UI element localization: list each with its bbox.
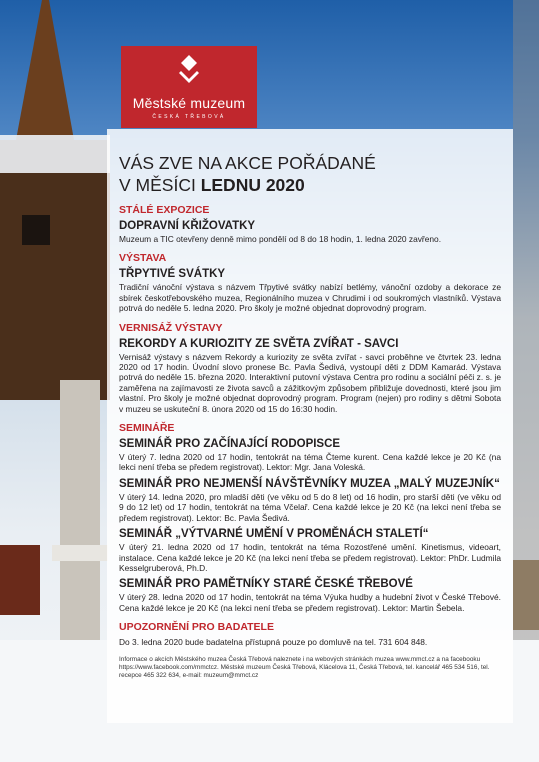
- church-spire: [16, 0, 74, 140]
- event-description: Tradiční vánoční výstava s názvem Třpytivé svátky nabízí betlémy, vánoční ozdoby a dekorace ze sbírek českotřebovského muzea, Regionálního muzea v Chrudimi i od soukromých vlastníků. Výstava potrvá do neděle 5. ledna 2020. Pro školy je možné objednat doprovodný program.: [119, 282, 501, 314]
- page-headline: [119, 152, 501, 196]
- event-description: Vernisáž výstavy s názvem Rekordy a kuriozity ze světa zvířat - savci proběhne ve čtvrtek 23. ledna 2020 od 17 hodin. Úvodní slovo pronese Bc. Pavla Šedivá, vystoupí děti z DDM Kamarád. Výstava potrvá do neděle 15. března 2020. Interaktivní putovní výstava Centra pro rodinu a sociální péči z. s. je zaměřena na zajímavosti ze života savců a zážitkovým způsobem přibližuje dovednosti, které jsou jim vlastní. Pro školy je možné objednat doprovodný program. Program (nejen) pro rodiny s dětmi Sobota v muzeu se uskuteční 8. února 2020 od 15 do 16:30 hodin.: [119, 351, 501, 414]
- section-heading: VÝSTAVA: [119, 252, 167, 265]
- museum-logo: [121, 46, 257, 128]
- event-title: SEMINÁŘ PRO NEJMENŠÍ NÁVŠTĚVNÍKY MUZEA „MALÝ MUZEJNÍK“: [119, 477, 500, 490]
- church-wall: [0, 140, 110, 400]
- event-title: SEMINÁŘ PRO PAMĚTNÍKY STARÉ ČESKÉ TŘEBOVÉ: [119, 578, 413, 591]
- event-title: TŘPYTIVÉ SVÁTKY: [119, 268, 226, 281]
- church-window: [22, 215, 50, 245]
- section-heading: SEMINÁŘE: [119, 422, 175, 435]
- event-title: SEMINÁŘ PRO ZAČÍNAJÍCÍ RODOPISCE: [119, 438, 341, 451]
- event-title: DOPRAVNÍ KŘIŽOVATKY: [119, 220, 256, 232]
- event-description: Do 3. ledna 2020 bude badatelna přístupná pouze po domluvě na tel. 731 604 848.: [119, 637, 428, 648]
- event-description: V úterý 28. ledna 2020 od 17 hodin, tentokrát na téma Výuka hudby a hudební život v České Třebové. Cena každé lekce je 20 Kč (na lekci není třeba se předem registrovat). Lektor: Martin Šebela.: [119, 592, 501, 613]
- headline-line-1: VÁS ZVE NA AKCE POŘÁDANÉ: [119, 153, 376, 173]
- footer-info: Informace o akcích Městského muzea Česká Třebová naleznete i na webových stránkách muzea www.mmct.cz a na facebooku https://www.facebook.com/mmctcz. Městské muzeum Česká Třebová, Klácelova 11, Česká Třebová, tel. kancelář 465 534 516, tel. recepce 465 322 634, e-mail: muzeum@mmct.cz: [119, 655, 490, 679]
- red-gate: [0, 545, 40, 615]
- section-heading: UPOZORNĚNÍ PRO BADATELE: [119, 621, 274, 634]
- museum-town: ČESKÁ TŘEBOVÁ: [152, 114, 226, 120]
- snow-roof: [0, 135, 110, 173]
- section-heading: VERNISÁŽ VÝSTAVY: [119, 321, 223, 334]
- event-title: REKORDY A KURIOZITY ZE SVĚTA ZVÍŘAT - SAVCI: [119, 337, 399, 350]
- event-description: V úterý 21. ledna 2020 od 17 hodin, tentokrát na téma Rozostřené umění. Kinetismus, videoart, instalace. Cena každé lekce je 20 Kč (na lekci není třeba se předem registrovat). Lektor: PhDr. Ludmila Kesselgruberová, Ph.D.: [119, 542, 501, 573]
- section-heading: STÁLÉ EXPOZICE: [119, 204, 210, 216]
- event-list: [119, 152, 501, 680]
- headline-line-2: V MĚSÍCI LEDNU 2020: [119, 175, 305, 195]
- event-description: Muzeum a TIC otevřeny denně mimo pondělí od 8 do 18 hodin, 1. ledna 2020 zavřeno.: [119, 234, 442, 244]
- statue-base: [52, 545, 108, 561]
- headline-month: LEDNU 2020: [200, 175, 305, 195]
- event-description: V úterý 14. ledna 2020, pro mladší děti (ve věku od 5 do 8 let) od 16 hodin, pro starší děti (ve věku od 9 do 12 let) od 17 hodin, tentokrát na téma Včelař. Cena každé lekce je 20 Kč (na lekci není třeba se předem registrovat). Lektor: Bc. Pavla Šedivá.: [119, 491, 501, 523]
- logo-diamond-icon: [177, 55, 201, 87]
- museum-name: Městské muzeum: [132, 95, 246, 111]
- sections: [119, 204, 501, 648]
- statue-column: [60, 380, 100, 640]
- event-title: SEMINÁŘ „VÝTVARNÉ UMĚNÍ V PROMĚNÁCH STALETÍ“: [119, 528, 429, 541]
- event-description: V úterý 7. ledna 2020 od 17 hodin, tentokrát na téma Čteme kurent. Cena každé lekce je 20 Kč (na lekci není třeba se předem registrovat). Lektor: Mgr. Jana Voleská.: [119, 452, 501, 473]
- stone-wall: [513, 560, 539, 630]
